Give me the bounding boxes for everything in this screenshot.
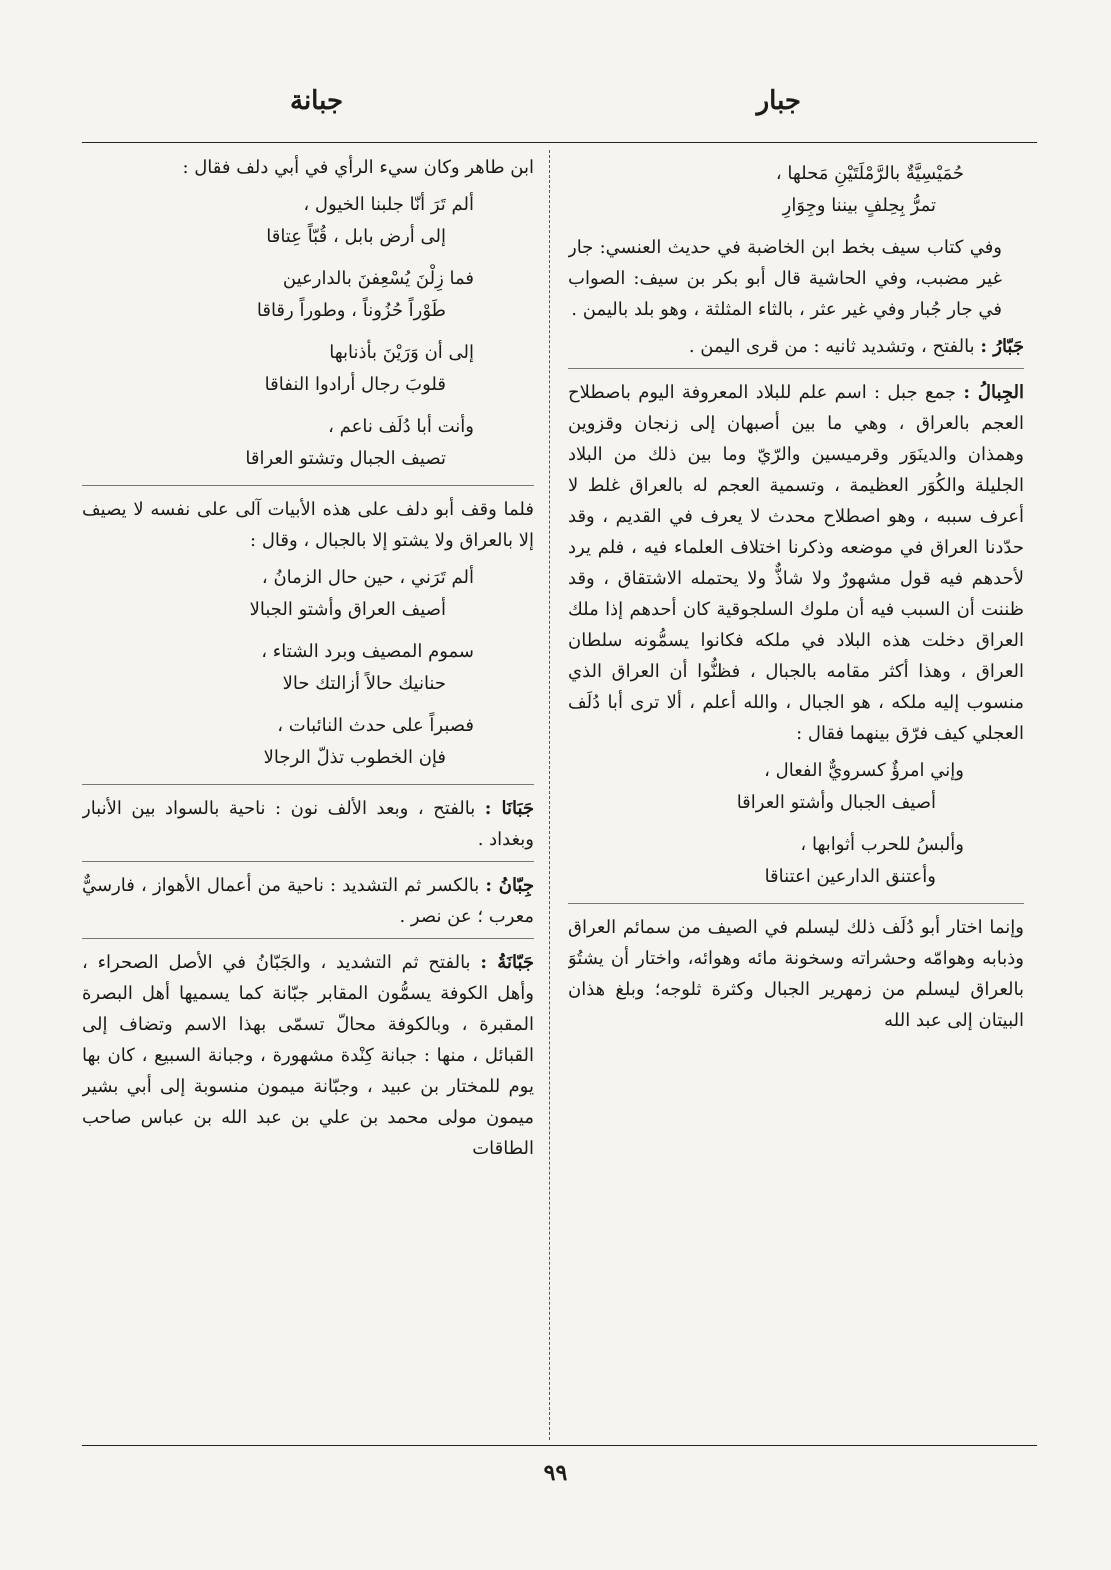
verse xyxy=(82,636,534,700)
separator xyxy=(82,938,534,939)
verse-line: وإني امرؤٌ كسرويٌّ الفعال ، xyxy=(764,760,964,781)
verse-line: ألم تَرَني ، حين حال الزمانُ ، xyxy=(261,567,474,588)
verse xyxy=(82,562,534,626)
verse-line: فإن الخطوب تذلّ الرجالا xyxy=(263,747,446,768)
paragraph: فلما وقف أبو دلف على هذه الأبيات آلى على نفسه لا يصيف إلا بالعراق ولا يشتو إلا بالجبال ، وقال : xyxy=(82,499,534,551)
entry xyxy=(568,377,1024,749)
verse xyxy=(82,263,534,327)
entry-text: بالفتح ثم التشديد ، والجَبّانُ في الأصل الصحراء ، وأهل الكوفة يسمُّون المقابر جبّانة كما يسميها أهل البصرة المقبرة ، وبالكوفة محالّ تسمّى بهذا الاسم وتضاف إلى القبائل ، منها : جبانة كِنْدة مشهورة ، وجبانة السبيع ، كان بها يوم للمختار بن عبيد ، وجبّانة ميمون منسوبة إلى أبي بشير ميمون مولى محمد بن علي بن عبد الله بن عباس صاحب الطاقات xyxy=(82,952,534,1159)
column-divider xyxy=(549,150,550,1440)
verse xyxy=(568,158,1024,222)
verse-line: حنانيك حالاً أزالتك حالا xyxy=(282,673,446,694)
verse xyxy=(82,337,534,401)
separator xyxy=(82,485,534,486)
verse-line: فما زِلْنَ يُسْعِفنَ بالدارعين xyxy=(282,268,474,289)
entry xyxy=(82,793,534,855)
verse-line: طَوْراً حُزُوناً ، وطوراً رقاقا xyxy=(256,300,446,321)
separator xyxy=(82,861,534,862)
entry-text: بالفتح ، وبعد الألف نون : ناحية بالسواد بين الأنبار وبغداد . xyxy=(82,798,534,850)
verse-line: إلى أرض بابل ، قُبّاً عِتاقا xyxy=(266,226,446,247)
verse-line: وألبسُ للحرب أثوابها ، xyxy=(800,834,964,855)
verse-line: أصيف العراق وأشتو الجبالا xyxy=(249,599,446,620)
top-rule xyxy=(82,142,1037,143)
verse-line: ألم تَرَ أنّا جلبنا الخيول ، xyxy=(303,194,474,215)
verse xyxy=(82,710,534,774)
page-number: ٩٩ xyxy=(543,1460,568,1486)
left-column xyxy=(82,152,534,1442)
verse-line: وأعتنق الدارعين اعتناقا xyxy=(764,866,936,887)
verse-line: قلوبَ رجال أرادوا النفاقا xyxy=(264,374,446,395)
verse-line: إلى أن وَرَيْنَ بأذنابها xyxy=(329,342,474,363)
entry-headword: جَبَانَا : xyxy=(484,798,534,819)
separator xyxy=(82,784,534,785)
header-right: جبار xyxy=(756,86,801,116)
entry xyxy=(82,870,534,932)
entry-headword: جَبّانَةُ : xyxy=(480,952,534,973)
verse-line: حُمَيْسِيَّةٌ بالرَّمْلَتَيْنِ مَحلها ، xyxy=(775,163,964,184)
entry-headword: جَبّارُ : xyxy=(980,336,1024,357)
separator xyxy=(568,903,1024,904)
entry-headword: جِبّانُ : xyxy=(485,875,534,896)
verse xyxy=(82,189,534,253)
entry xyxy=(82,947,534,1164)
verse xyxy=(82,411,534,475)
verse-line: فصبراً على حدث النائبات ، xyxy=(277,715,474,736)
verse xyxy=(568,829,1024,893)
entry-text: بالكسر ثم التشديد : ناحية من أعمال الأهواز ، فارسيٌّ معرب ؛ عن نصر . xyxy=(82,875,534,927)
entry-text: جمع جبل : اسم علم للبلاد المعروفة اليوم باصطلاح العجم بالعراق ، وهي ما بين أصبهان إلى زنجان وقزوين وهمذان والدينَوَر وقرميسين والرّيّ وما بين ذلك من البلاد الجليلة والكُوَر العظيمة ، وتسمية العجم له بالعراق غلط لا أعرف سببه ، وهو اصطلاح محدث لا يعرف في القديم ، وقد حدّدنا العراق في موضعه وذكرنا اختلاف العلماء فيه ، فلم يرد لأحدهم فيه قول مشهورٌ ولا شاذٌّ ولا يحتمله الاشتقاق ، وقد ظننت أن السبب فيه أن ملوك السلجوقية كان أحدهم إذا ملك العراق دخلت هذه البلاد في ملكه فكانوا يسمُّونه سلطان العراق ، وهذا أكثر مقامه بالجبال ، فظنُّوا أن العراق الذي منسوب إليه ملكه ، هو الجبال ، والله أعلم ، ألا ترى أبا دُلَف العجلي كيف فرّق بينهما فقال : xyxy=(568,382,1024,744)
header-left: جبانة xyxy=(290,86,344,116)
verse-line: تصيف الجبال وتشتو العراقا xyxy=(245,448,446,469)
verse-line: سموم المصيف وبرد الشتاء ، xyxy=(261,641,474,662)
paragraph: وفي كتاب سيف بخط ابن الخاضبة في حديث العنسي: جار غير مضبب، وفي الحاشية قال أبو بكر بن سيف: الصواب في جار جُبار وفي غير عثر ، بالثاء المثلثة ، وهو بلد باليمن . xyxy=(568,237,1002,320)
verse xyxy=(568,755,1024,819)
verse-line: تمرُّ بِحِلفٍ بيننا وجِوَارِ xyxy=(782,195,936,216)
paragraph: وإنما اختار أبو دُلَف ذلك ليسلم في الصيف من سمائم العراق وذبابه وهوامّه وحشراته وسخونة مائه وهوائه، واختار أن يشتُوَ بالعراق ليسلم من زمهرير الجبال وكثرة ثلوجه؛ وبلغ هذان البيتان إلى عبد الله xyxy=(568,917,1024,1031)
verse-line: أصيف الجبال وأشتو العراقا xyxy=(736,792,936,813)
right-column xyxy=(568,152,1024,1442)
bottom-rule xyxy=(82,1445,1037,1446)
verse-line: وأنت أبا دُلَف ناعم ، xyxy=(328,416,474,437)
entry-headword: الجِبالُ : xyxy=(963,382,1024,403)
separator xyxy=(568,368,1024,369)
entry-text: بالفتح ، وتشديد ثانيه : من قرى اليمن . xyxy=(688,336,981,357)
entry xyxy=(568,331,1024,362)
paragraph: ابن طاهر وكان سيء الرأي في أبي دلف فقال : xyxy=(182,157,534,178)
